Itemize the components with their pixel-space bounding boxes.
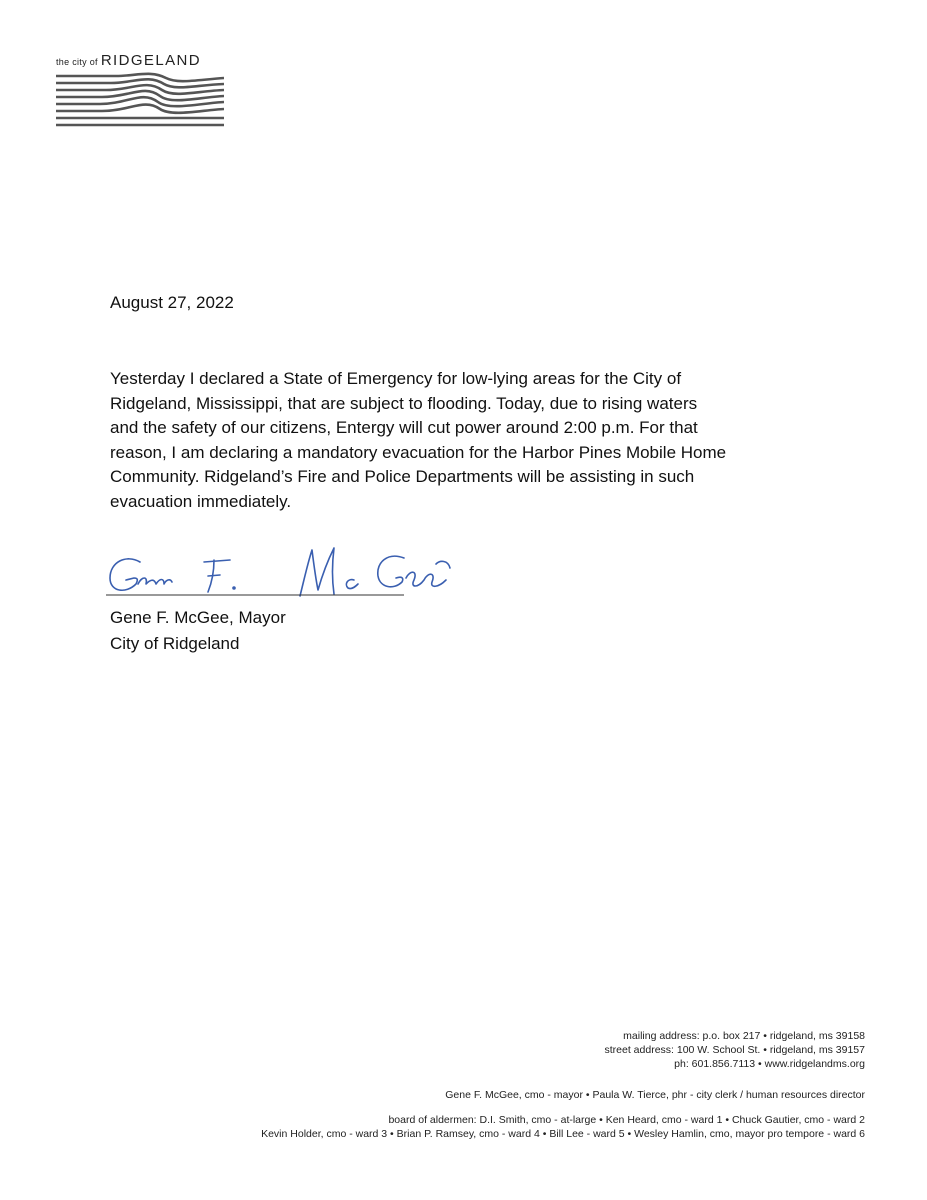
- handwritten-signature: [104, 540, 484, 604]
- street-address: street address: 100 W. School St. • ridgeland, ms 39157: [604, 1044, 865, 1056]
- body-line: Community. Ridgeland’s Fire and Police Departments will be assisting in such: [110, 467, 695, 487]
- signature-block: [110, 605, 286, 657]
- board-line-1: board of aldermen: D.I. Smith, cmo - at-large • Ken Heard, cmo - ward 1 • Chuck Gautier, cmo - ward 2: [388, 1114, 865, 1126]
- body-line: Yesterday I declared a State of Emergency for low-lying areas for the City of: [110, 369, 682, 388]
- body-line: and the safety of our citizens, Entergy will cut power around 2:00 p.m. For that: [110, 418, 698, 438]
- logo-city-name: RIDGELAND: [100, 52, 201, 69]
- letter-body: [110, 367, 810, 515]
- body-line: evacuation immediately.: [110, 491, 292, 511]
- footer-staff: [445, 1088, 865, 1102]
- board-line-2: Kevin Holder, cmo - ward 3 • Brian P. Ramsey, cmo - ward 4 • Bill Lee - ward 5 • Wesley Hamlin, cmo, mayor pro tempore - ward 6: [261, 1128, 865, 1140]
- mailing-address: mailing address: p.o. box 217 • ridgeland, ms 39158: [623, 1030, 865, 1042]
- city-logo: [56, 52, 224, 128]
- footer-address: [605, 1029, 866, 1071]
- logo-wordmark: [56, 52, 201, 70]
- letter-date: August 27, 2022: [110, 293, 234, 312]
- contact-info: ph: 601.856.7113 • www.ridgelandms.org: [674, 1058, 865, 1070]
- footer-board: [261, 1113, 865, 1141]
- signer-name-title: Gene F. McGee, Mayor: [110, 608, 286, 627]
- staff-line: Gene F. McGee, cmo - mayor • Paula W. Tierce, phr - city clerk / human resources director: [445, 1089, 865, 1101]
- body-line: Ridgeland, Mississippi, that are subject to flooding. Today, due to rising waters: [110, 393, 698, 413]
- signer-organization: City of Ridgeland: [110, 634, 240, 653]
- ridgeland-waves-icon: [56, 72, 224, 128]
- logo-prefix: the city of: [56, 57, 98, 67]
- body-line: reason, I am declaring a mandatory evacuation for the Harbor Pines Mobile Home: [110, 442, 727, 462]
